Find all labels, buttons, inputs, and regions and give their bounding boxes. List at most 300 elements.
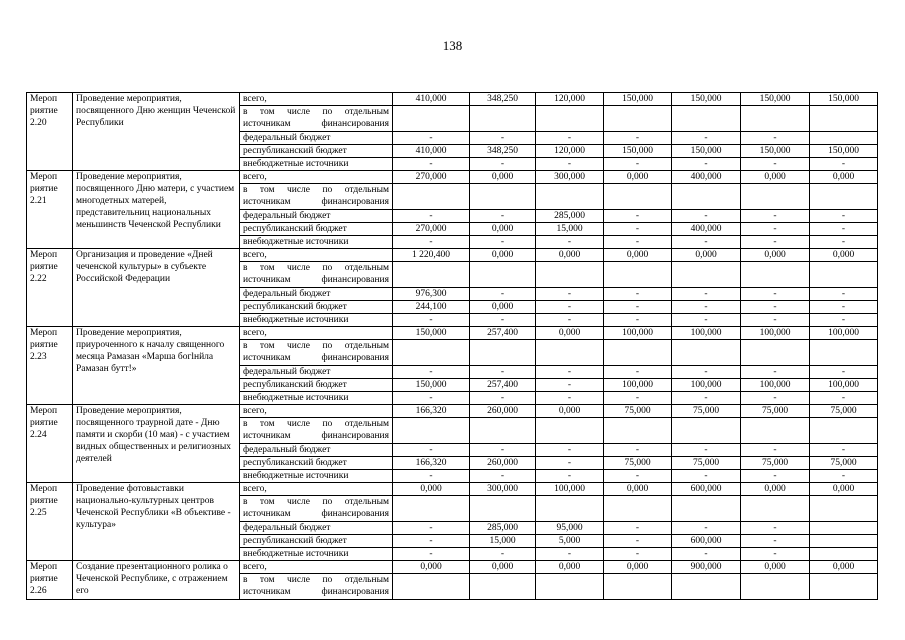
amount-cell: 285,000: [536, 210, 604, 223]
amount-cell: -: [810, 301, 878, 314]
event-id-line: 2.24: [30, 430, 47, 440]
amount-cell: -: [604, 444, 672, 457]
funding-source-label: республиканский бюджет: [240, 379, 393, 392]
event-id-line: Мероп: [30, 172, 58, 182]
amount-cell: 75,000: [810, 405, 878, 418]
amount-cell: -: [604, 548, 672, 561]
amount-cell: [393, 340, 470, 366]
amount-cell: [536, 574, 604, 600]
amount-cell: [393, 574, 470, 600]
event-id-line: Мероп: [30, 484, 58, 494]
amount-cell: 0,000: [741, 561, 810, 574]
amount-cell: 15,000: [536, 223, 604, 236]
amount-cell: 150,000: [393, 379, 470, 392]
event-id-cell: [27, 561, 73, 600]
amount-cell: 15,000: [470, 535, 536, 548]
amount-cell: [470, 106, 536, 132]
amount-cell: -: [672, 210, 741, 223]
funding-source-label: в том числе по отдельным источникам финансирования: [240, 496, 393, 522]
amount-cell: -: [393, 548, 470, 561]
amount-cell: -: [672, 366, 741, 379]
event-name-cell: Создание презентационного ролика о Чеченской Республике, с отражением его: [73, 561, 240, 600]
funding-source-label: в том числе по отдельным источникам финансирования: [240, 340, 393, 366]
amount-cell: [470, 574, 536, 600]
amount-cell: 0,000: [470, 301, 536, 314]
event-id-line: 2.25: [30, 508, 47, 518]
amount-cell: 348,250: [470, 93, 536, 106]
amount-cell: -: [604, 223, 672, 236]
amount-cell: 0,000: [470, 171, 536, 184]
amount-cell: -: [604, 158, 672, 171]
amount-cell: [536, 184, 604, 210]
amount-cell: 75,000: [604, 457, 672, 470]
amount-cell: -: [470, 444, 536, 457]
event-id-line: риятие: [30, 418, 58, 428]
amount-cell: 75,000: [741, 405, 810, 418]
amount-cell: -: [741, 301, 810, 314]
amount-cell: 0,000: [536, 249, 604, 262]
amount-cell: -: [810, 314, 878, 327]
amount-cell: 0,000: [810, 483, 878, 496]
amount-cell: -: [604, 210, 672, 223]
amount-cell: -: [741, 444, 810, 457]
amount-cell: [810, 548, 878, 561]
amount-cell: -: [536, 288, 604, 301]
amount-cell: -: [536, 548, 604, 561]
amount-cell: 0,000: [810, 249, 878, 262]
amount-cell: -: [604, 366, 672, 379]
amount-cell: [536, 496, 604, 522]
amount-cell: 150,000: [810, 93, 878, 106]
event-id-line: 2.22: [30, 274, 47, 284]
amount-cell: -: [470, 210, 536, 223]
amount-cell: -: [672, 132, 741, 145]
event-id-cell: [27, 483, 73, 561]
amount-cell: 0,000: [470, 561, 536, 574]
amount-cell: -: [672, 522, 741, 535]
amount-cell: 100,000: [672, 379, 741, 392]
amount-cell: 348,250: [470, 145, 536, 158]
amount-cell: -: [604, 236, 672, 249]
amount-cell: -: [741, 223, 810, 236]
amount-cell: 270,000: [393, 223, 470, 236]
amount-cell: 410,000: [393, 145, 470, 158]
amount-cell: -: [604, 301, 672, 314]
amount-cell: 100,000: [604, 327, 672, 340]
amount-cell: -: [810, 444, 878, 457]
event-name-cell: Проведение мероприятия, посвященного Дню матери, с участием многодетных матерей, представительниц национальных меньшинств Чеченской Республики: [73, 171, 240, 249]
budget-table: [26, 92, 878, 600]
amount-cell: 120,000: [536, 145, 604, 158]
amount-cell: 75,000: [810, 457, 878, 470]
amount-cell: [741, 574, 810, 600]
amount-cell: [393, 106, 470, 132]
amount-cell: 150,000: [604, 93, 672, 106]
amount-cell: -: [604, 288, 672, 301]
amount-cell: [470, 262, 536, 288]
amount-cell: 100,000: [536, 483, 604, 496]
amount-cell: -: [741, 288, 810, 301]
amount-cell: 5,000: [536, 535, 604, 548]
funding-source-label: всего,: [240, 93, 393, 106]
amount-cell: 1 220,400: [393, 249, 470, 262]
amount-cell: 257,400: [470, 327, 536, 340]
amount-cell: [741, 340, 810, 366]
amount-cell: [604, 574, 672, 600]
amount-cell: 0,000: [741, 171, 810, 184]
amount-cell: -: [393, 132, 470, 145]
event-id-line: Мероп: [30, 250, 58, 260]
amount-cell: [470, 496, 536, 522]
amount-cell: 100,000: [604, 379, 672, 392]
amount-cell: [741, 184, 810, 210]
amount-cell: 270,000: [393, 171, 470, 184]
amount-cell: -: [810, 158, 878, 171]
amount-cell: -: [604, 535, 672, 548]
amount-cell: -: [741, 470, 810, 483]
amount-cell: [741, 262, 810, 288]
amount-cell: 100,000: [672, 327, 741, 340]
amount-cell: [810, 535, 878, 548]
amount-cell: -: [741, 210, 810, 223]
amount-cell: 0,000: [536, 405, 604, 418]
amount-cell: -: [393, 158, 470, 171]
funding-source-label: внебюджетные источники: [240, 314, 393, 327]
amount-cell: 0,000: [810, 561, 878, 574]
amount-cell: 0,000: [536, 327, 604, 340]
amount-cell: 75,000: [672, 457, 741, 470]
amount-cell: [672, 418, 741, 444]
amount-cell: [741, 496, 810, 522]
amount-cell: 0,000: [604, 171, 672, 184]
amount-cell: [470, 418, 536, 444]
funding-source-label: внебюджетные источники: [240, 548, 393, 561]
amount-cell: 257,400: [470, 379, 536, 392]
funding-source-label: всего,: [240, 171, 393, 184]
event-id-line: Мероп: [30, 328, 58, 338]
amount-cell: -: [741, 236, 810, 249]
amount-cell: 300,000: [470, 483, 536, 496]
amount-cell: -: [810, 470, 878, 483]
event-id-cell: [27, 405, 73, 483]
amount-cell: [672, 106, 741, 132]
amount-cell: [672, 496, 741, 522]
amount-cell: [604, 496, 672, 522]
event-id-line: 2.26: [30, 586, 47, 596]
event-id-line: риятие: [30, 262, 58, 272]
amount-cell: 0,000: [470, 249, 536, 262]
amount-cell: -: [604, 132, 672, 145]
amount-cell: -: [536, 158, 604, 171]
event-id-line: Мероп: [30, 562, 58, 572]
amount-cell: -: [536, 457, 604, 470]
funding-source-label: республиканский бюджет: [240, 535, 393, 548]
amount-cell: [810, 262, 878, 288]
amount-cell: [741, 106, 810, 132]
amount-cell: 166,320: [393, 405, 470, 418]
amount-cell: -: [470, 236, 536, 249]
amount-cell: -: [470, 470, 536, 483]
table-row: [27, 327, 878, 340]
amount-cell: [604, 262, 672, 288]
amount-cell: 600,000: [672, 535, 741, 548]
funding-source-label: федеральный бюджет: [240, 444, 393, 457]
amount-cell: 100,000: [741, 327, 810, 340]
amount-cell: 100,000: [810, 327, 878, 340]
amount-cell: [810, 340, 878, 366]
amount-cell: 150,000: [741, 145, 810, 158]
amount-cell: 400,000: [672, 171, 741, 184]
amount-cell: -: [604, 314, 672, 327]
funding-source-label: внебюджетные источники: [240, 158, 393, 171]
table-row: [27, 93, 878, 106]
amount-cell: -: [741, 132, 810, 145]
amount-cell: -: [393, 535, 470, 548]
amount-cell: -: [393, 366, 470, 379]
amount-cell: 150,000: [604, 145, 672, 158]
event-id-line: 2.20: [30, 118, 47, 128]
amount-cell: -: [393, 522, 470, 535]
amount-cell: -: [810, 223, 878, 236]
amount-cell: -: [604, 392, 672, 405]
event-id-line: 2.21: [30, 196, 47, 206]
amount-cell: -: [536, 379, 604, 392]
amount-cell: 244,100: [393, 301, 470, 314]
funding-source-label: в том числе по отдельным источникам финансирования: [240, 262, 393, 288]
funding-source-label: всего,: [240, 249, 393, 262]
amount-cell: -: [536, 392, 604, 405]
amount-cell: 150,000: [672, 145, 741, 158]
amount-cell: 0,000: [672, 249, 741, 262]
page-number: 138: [442, 38, 463, 53]
funding-source-label: в том числе по отдельным источникам финансирования: [240, 574, 393, 600]
amount-cell: 0,000: [470, 223, 536, 236]
amount-cell: -: [672, 314, 741, 327]
funding-source-label: федеральный бюджет: [240, 210, 393, 223]
amount-cell: 100,000: [741, 379, 810, 392]
amount-cell: -: [393, 444, 470, 457]
amount-cell: [810, 132, 878, 145]
amount-cell: [672, 340, 741, 366]
amount-cell: 150,000: [810, 145, 878, 158]
event-id-cell: [27, 249, 73, 327]
amount-cell: -: [536, 470, 604, 483]
amount-cell: [672, 184, 741, 210]
amount-cell: 0,000: [393, 483, 470, 496]
amount-cell: 0,000: [604, 561, 672, 574]
funding-source-label: внебюджетные источники: [240, 470, 393, 483]
amount-cell: 0,000: [741, 249, 810, 262]
amount-cell: -: [672, 470, 741, 483]
funding-source-label: всего,: [240, 327, 393, 340]
amount-cell: -: [672, 158, 741, 171]
amount-cell: -: [810, 210, 878, 223]
amount-cell: -: [470, 314, 536, 327]
amount-cell: -: [741, 535, 810, 548]
amount-cell: -: [741, 366, 810, 379]
table-row: [27, 483, 878, 496]
funding-source-label: в том числе по отдельным источникам финансирования: [240, 106, 393, 132]
table-row: [27, 561, 878, 574]
funding-source-label: всего,: [240, 483, 393, 496]
amount-cell: 75,000: [604, 405, 672, 418]
funding-source-label: федеральный бюджет: [240, 132, 393, 145]
event-id-cell: [27, 93, 73, 171]
event-name-cell: Проведение мероприятия, приуроченного к началу священного месяца Рамазан «Марша богlнйла Рамазан бутт!»: [73, 327, 240, 405]
funding-source-label: республиканский бюджет: [240, 457, 393, 470]
amount-cell: [470, 184, 536, 210]
amount-cell: 75,000: [672, 405, 741, 418]
funding-source-label: федеральный бюджет: [240, 522, 393, 535]
amount-cell: [810, 106, 878, 132]
amount-cell: -: [672, 288, 741, 301]
amount-cell: -: [810, 366, 878, 379]
amount-cell: -: [810, 288, 878, 301]
amount-cell: -: [470, 548, 536, 561]
event-id-line: риятие: [30, 184, 58, 194]
event-id-line: риятие: [30, 106, 58, 116]
amount-cell: [810, 574, 878, 600]
funding-source-label: республиканский бюджет: [240, 223, 393, 236]
amount-cell: [536, 340, 604, 366]
funding-source-label: внебюджетные источники: [240, 392, 393, 405]
amount-cell: -: [672, 236, 741, 249]
event-id-line: риятие: [30, 496, 58, 506]
amount-cell: [810, 418, 878, 444]
amount-cell: -: [536, 301, 604, 314]
funding-source-label: в том числе по отдельным источникам финансирования: [240, 184, 393, 210]
amount-cell: 0,000: [393, 561, 470, 574]
funding-source-label: всего,: [240, 561, 393, 574]
table-row: [27, 171, 878, 184]
amount-cell: 150,000: [672, 93, 741, 106]
amount-cell: [536, 262, 604, 288]
event-id-cell: [27, 327, 73, 405]
amount-cell: -: [810, 392, 878, 405]
event-id-cell: [27, 171, 73, 249]
amount-cell: [393, 418, 470, 444]
amount-cell: 0,000: [604, 483, 672, 496]
event-id-line: Мероп: [30, 406, 58, 416]
amount-cell: -: [810, 236, 878, 249]
amount-cell: [604, 184, 672, 210]
amount-cell: [604, 418, 672, 444]
amount-cell: -: [604, 522, 672, 535]
amount-cell: 900,000: [672, 561, 741, 574]
amount-cell: -: [536, 444, 604, 457]
amount-cell: -: [536, 366, 604, 379]
amount-cell: [810, 496, 878, 522]
amount-cell: -: [536, 314, 604, 327]
amount-cell: [393, 496, 470, 522]
amount-cell: 95,000: [536, 522, 604, 535]
amount-cell: 976,300: [393, 288, 470, 301]
event-name-cell: Проведение мероприятия, посвященного Дню женщин Чеченской Республики: [73, 93, 240, 171]
amount-cell: [604, 340, 672, 366]
amount-cell: [810, 522, 878, 535]
amount-cell: 150,000: [741, 93, 810, 106]
amount-cell: -: [672, 392, 741, 405]
funding-source-label: республиканский бюджет: [240, 301, 393, 314]
amount-cell: 0,000: [741, 483, 810, 496]
amount-cell: -: [393, 210, 470, 223]
amount-cell: -: [536, 132, 604, 145]
event-id-line: риятие: [30, 340, 58, 350]
event-id-line: 2.23: [30, 352, 47, 362]
amount-cell: -: [672, 301, 741, 314]
amount-cell: -: [741, 392, 810, 405]
amount-cell: -: [470, 288, 536, 301]
amount-cell: 260,000: [470, 457, 536, 470]
amount-cell: [672, 574, 741, 600]
amount-cell: [536, 106, 604, 132]
amount-cell: 0,000: [604, 249, 672, 262]
amount-cell: -: [393, 470, 470, 483]
amount-cell: 0,000: [810, 171, 878, 184]
amount-cell: 300,000: [536, 171, 604, 184]
amount-cell: -: [470, 158, 536, 171]
amount-cell: -: [536, 236, 604, 249]
funding-source-label: федеральный бюджет: [240, 288, 393, 301]
amount-cell: 120,000: [536, 93, 604, 106]
table-row: [27, 405, 878, 418]
amount-cell: -: [470, 132, 536, 145]
amount-cell: -: [393, 314, 470, 327]
amount-cell: 166,320: [393, 457, 470, 470]
funding-source-label: всего,: [240, 405, 393, 418]
amount-cell: 285,000: [470, 522, 536, 535]
amount-cell: [470, 340, 536, 366]
funding-source-label: внебюджетные источники: [240, 236, 393, 249]
event-id-line: риятие: [30, 574, 58, 584]
event-name-cell: Проведение мероприятия, посвященного траурной дате - Дню памяти и скорби (10 мая) - с участием видных общественных и религиозных деятелей: [73, 405, 240, 483]
funding-source-label: республиканский бюджет: [240, 145, 393, 158]
amount-cell: 100,000: [810, 379, 878, 392]
amount-cell: -: [741, 314, 810, 327]
amount-cell: [536, 418, 604, 444]
amount-cell: [604, 106, 672, 132]
amount-cell: -: [393, 236, 470, 249]
event-name-cell: Организация и проведение «Дней чеченской культуры» в субъекте Российской Федерации: [73, 249, 240, 327]
amount-cell: [393, 184, 470, 210]
funding-source-label: федеральный бюджет: [240, 366, 393, 379]
amount-cell: [741, 418, 810, 444]
amount-cell: -: [672, 548, 741, 561]
amount-cell: -: [741, 548, 810, 561]
amount-cell: 0,000: [536, 561, 604, 574]
amount-cell: -: [470, 392, 536, 405]
amount-cell: 400,000: [672, 223, 741, 236]
funding-source-label: в том числе по отдельным источникам финансирования: [240, 418, 393, 444]
amount-cell: 410,000: [393, 93, 470, 106]
amount-cell: 260,000: [470, 405, 536, 418]
amount-cell: -: [393, 392, 470, 405]
event-name-cell: Проведение фотовыставки национально-культурных центров Чеченской Республики «В объективе - культура»: [73, 483, 240, 561]
amount-cell: 600,000: [672, 483, 741, 496]
amount-cell: -: [741, 522, 810, 535]
amount-cell: -: [741, 158, 810, 171]
amount-cell: [672, 262, 741, 288]
table-row: [27, 249, 878, 262]
amount-cell: 150,000: [393, 327, 470, 340]
amount-cell: [393, 262, 470, 288]
amount-cell: -: [672, 444, 741, 457]
amount-cell: -: [470, 366, 536, 379]
amount-cell: [810, 184, 878, 210]
event-id-line: Мероп: [30, 94, 58, 104]
amount-cell: -: [604, 470, 672, 483]
amount-cell: 75,000: [741, 457, 810, 470]
